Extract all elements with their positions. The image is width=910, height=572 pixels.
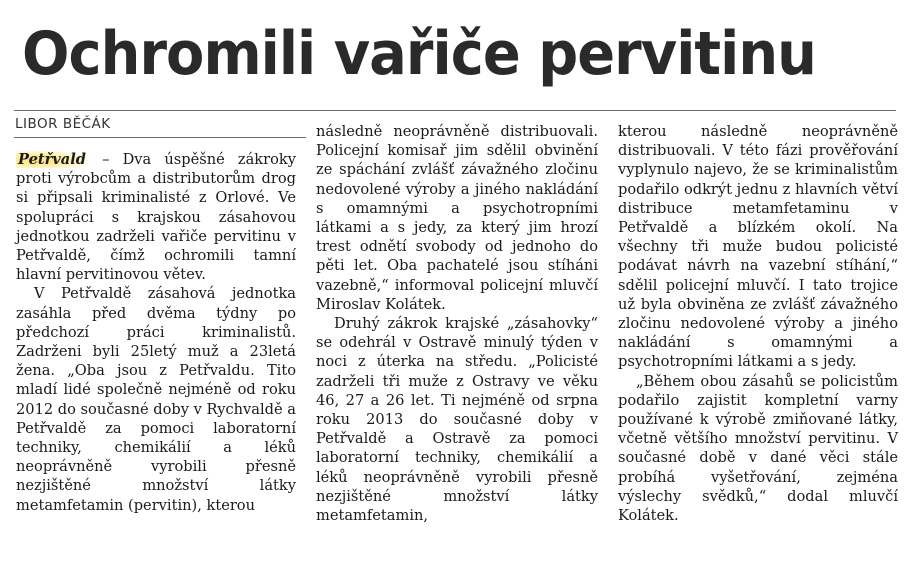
byline: LIBOR BĚČÁK: [15, 116, 111, 132]
article-column-3: [618, 122, 898, 525]
paragraph-text: – Dva úspěšné zákroky proti výrobcům a distributorům drog si připsali kriminalisté z Orlové. Ve spolupráci s krajskou zásahovou jednotkou zadrželi vařiče pervitinu v Petřvaldě, čímž ochromili tamní hlavní pervitinovou větev.: [16, 151, 296, 284]
article-paragraph: „Během obou zásahů se policistům podařilo zajistit kompletní varny používané k výrobě zmiňované látky, včetně většího množství pervitinu. V současné době v dané věci stále probíhá vyšetřování, zejména výslechy svědků,“ dodal mluvčí Kolátek.: [618, 372, 898, 525]
byline-rule: [14, 137, 306, 138]
article-paragraph: [16, 150, 296, 284]
dateline: Petřvald: [16, 151, 89, 168]
top-rule: [14, 110, 896, 111]
article-paragraph: Druhý zákrok krajské „zásahovky“ se odehrál v Ostravě minulý týden v noci z úterka na středu. „Policisté zadrželi tři muže z Ostravy ve věku 46, 27 a 26 let. Ti nejméně od srpna roku 2013 do současné doby v Petřvaldě a Ostravě za pomoci laboratorní techniky, chemikálií a léků neoprávněně vyrobili přesně nezjištěné množství látky metamfetamin,: [316, 315, 598, 525]
article-paragraph: kterou následně neoprávněně distribuovali. V této fázi prověřování vyplynulo najevo, že se kriminalistům podařilo odkrýt jednu z hlavních větví distribuce metamfetaminu v Petřvaldě a blízkém okolí. Na všechny tři muže budou policisté podávat návrh na vazební stíhání,“ sdělil policejní mluvčí. I tato trojice už byla obviněna ze zvlášť závažného zločinu nedovolené výroby a jiného nakládání s omamnými a psychotropními látkami a s jedy.: [618, 123, 898, 371]
article-paragraph: V Petřvaldě zásahová jednotka zasáhla před dvěma týdny po předchozí práci kriminalistů. Zadrženi byli 25letý muž a 23letá žena. „Oba jsou z Petřvaldu. Tito mladí lidé společně nejméně od roku 2012 do současné doby v Rychvaldě a Petřvaldě za pomoci laboratorní techniky, chemikálií a léků neoprávněně vyrobili přesně nezjištěné množství látky metamfetamin (pervitin), kterou: [16, 285, 296, 514]
article-column-1: [16, 150, 296, 515]
headline: Ochromili vařiče pervitinu: [22, 19, 816, 89]
article-paragraph: následně neoprávněně distribuovali. Policejní komisař jim sdělil obvinění ze spáchání zvlášť závažného zločinu nedovolené výroby a jiného nakládání s omamnými a psychotropními látkami a s jedy, za který jim hrozí trest odnětí svobody od jednoho do pěti let. Oba pachatelé jsou stíháni vazebně,“ informoval policejní mluvčí Miroslav Kolátek.: [316, 123, 598, 313]
article-column-2: [316, 122, 598, 525]
